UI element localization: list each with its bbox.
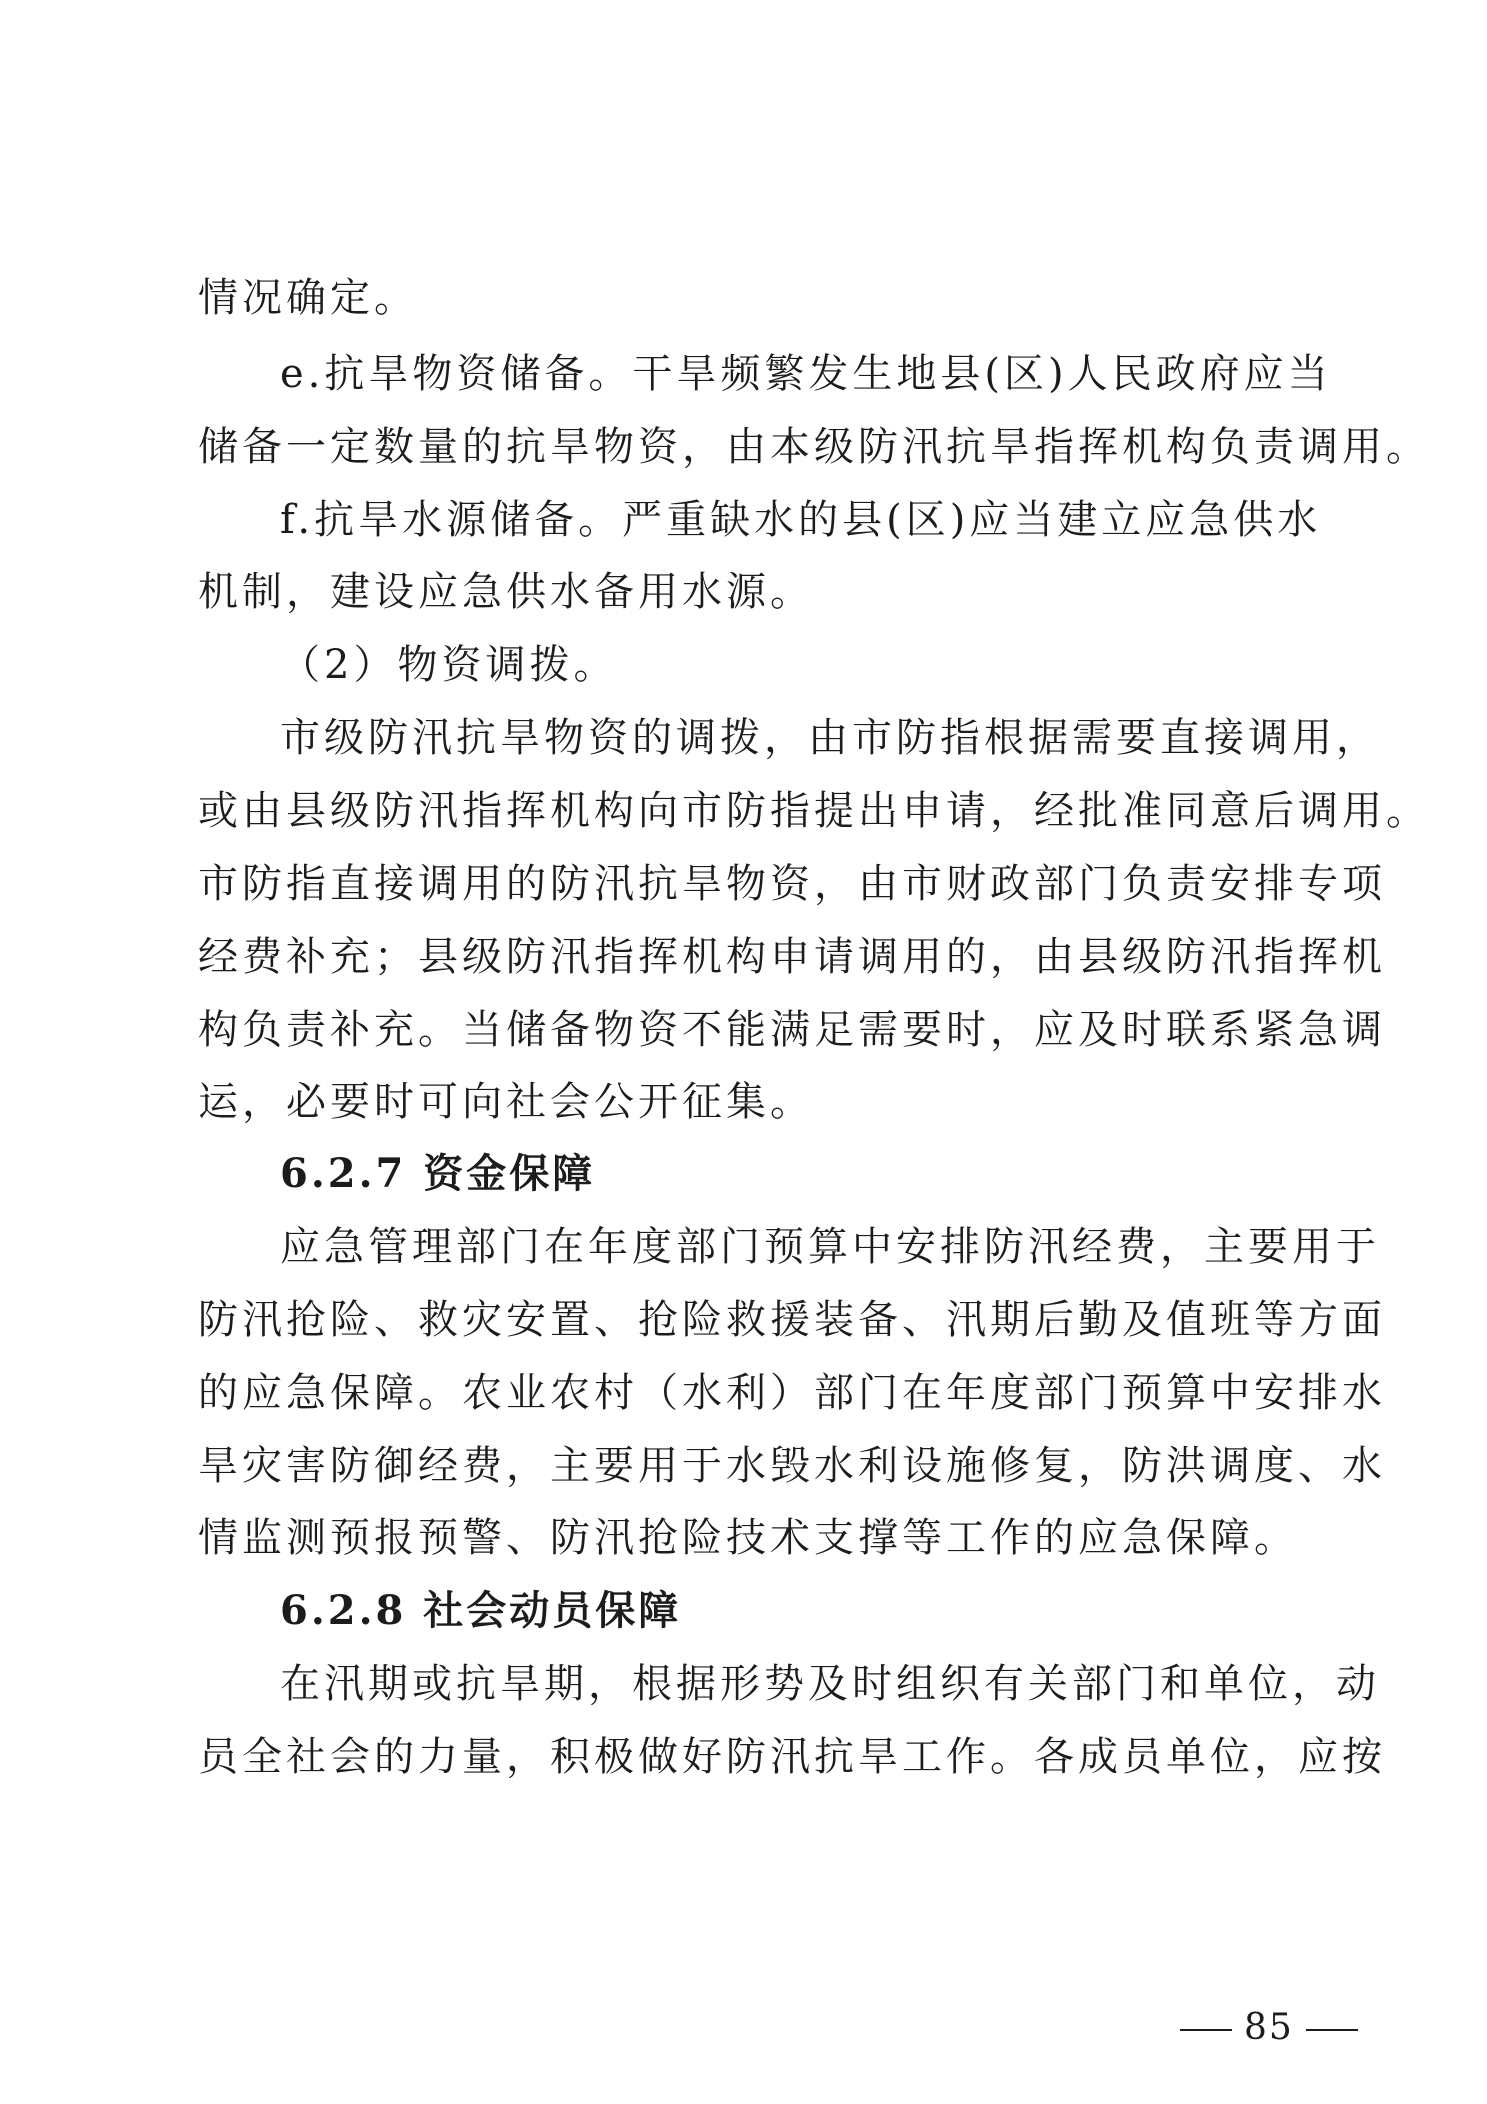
- text-line: 情况确定。: [198, 275, 418, 321]
- text-line: 在汛期或抗旱期，根据形势及时组织有关部门和单位，动: [280, 1661, 1380, 1707]
- page-number: [1168, 2006, 1370, 2050]
- text-line: e.抗旱物资储备。干旱频繁发生地县(区)人民政府应当: [280, 351, 1332, 397]
- text-line: 的应急保障。农业农村（水利）部门在年度部门预算中安排水: [198, 1370, 1386, 1416]
- text-line: 运，必要时可向社会公开征集。: [198, 1079, 814, 1125]
- text-line: 机制，建设应急供水备用水源。: [198, 569, 814, 615]
- dash-left: [1180, 2029, 1232, 2031]
- page-number-value: 85: [1244, 2007, 1294, 2048]
- text-line: 旱灾害防御经费，主要用于水毁水利设施修复，防洪调度、水: [198, 1443, 1386, 1489]
- text-line: 市防指直接调用的防汛抗旱物资，由市财政部门负责安排专项: [198, 861, 1386, 907]
- section-heading: 6.2.7 资金保障: [280, 1150, 596, 1197]
- text-line: 储备一定数量的抗旱物资，由本级防汛抗旱指挥机构负责调用。: [198, 424, 1430, 470]
- dash-right: [1306, 2029, 1358, 2031]
- text-line: 构负责补充。当储备物资不能满足需要时，应及时联系紧急调: [198, 1007, 1386, 1053]
- text-line: 防汛抢险、救灾安置、抢险救援装备、汛期后勤及值班等方面: [198, 1297, 1386, 1343]
- text-line: f.抗旱水源储备。严重缺水的县(区)应当建立应急供水: [280, 497, 1322, 543]
- text-line: 员全社会的力量，积极做好防汛抗旱工作。各成员单位，应按: [198, 1734, 1386, 1780]
- text-line: 经费补充；县级防汛指挥机构申请调用的，由县级防汛指挥机: [198, 934, 1386, 980]
- text-line: 情监测预报预警、防汛抢险技术支撑等工作的应急保障。: [198, 1515, 1298, 1561]
- text-line: 市级防汛抗旱物资的调拨，由市防指根据需要直接调用，: [280, 715, 1380, 761]
- text-line: 或由县级防汛指挥机构向市防指提出申请，经批准同意后调用。: [198, 788, 1430, 834]
- text-line: （2）物资调拨。: [280, 642, 618, 688]
- text-line: 应急管理部门在年度部门预算中安排防汛经费，主要用于: [280, 1224, 1380, 1270]
- section-heading: 6.2.8 社会动员保障: [280, 1587, 682, 1634]
